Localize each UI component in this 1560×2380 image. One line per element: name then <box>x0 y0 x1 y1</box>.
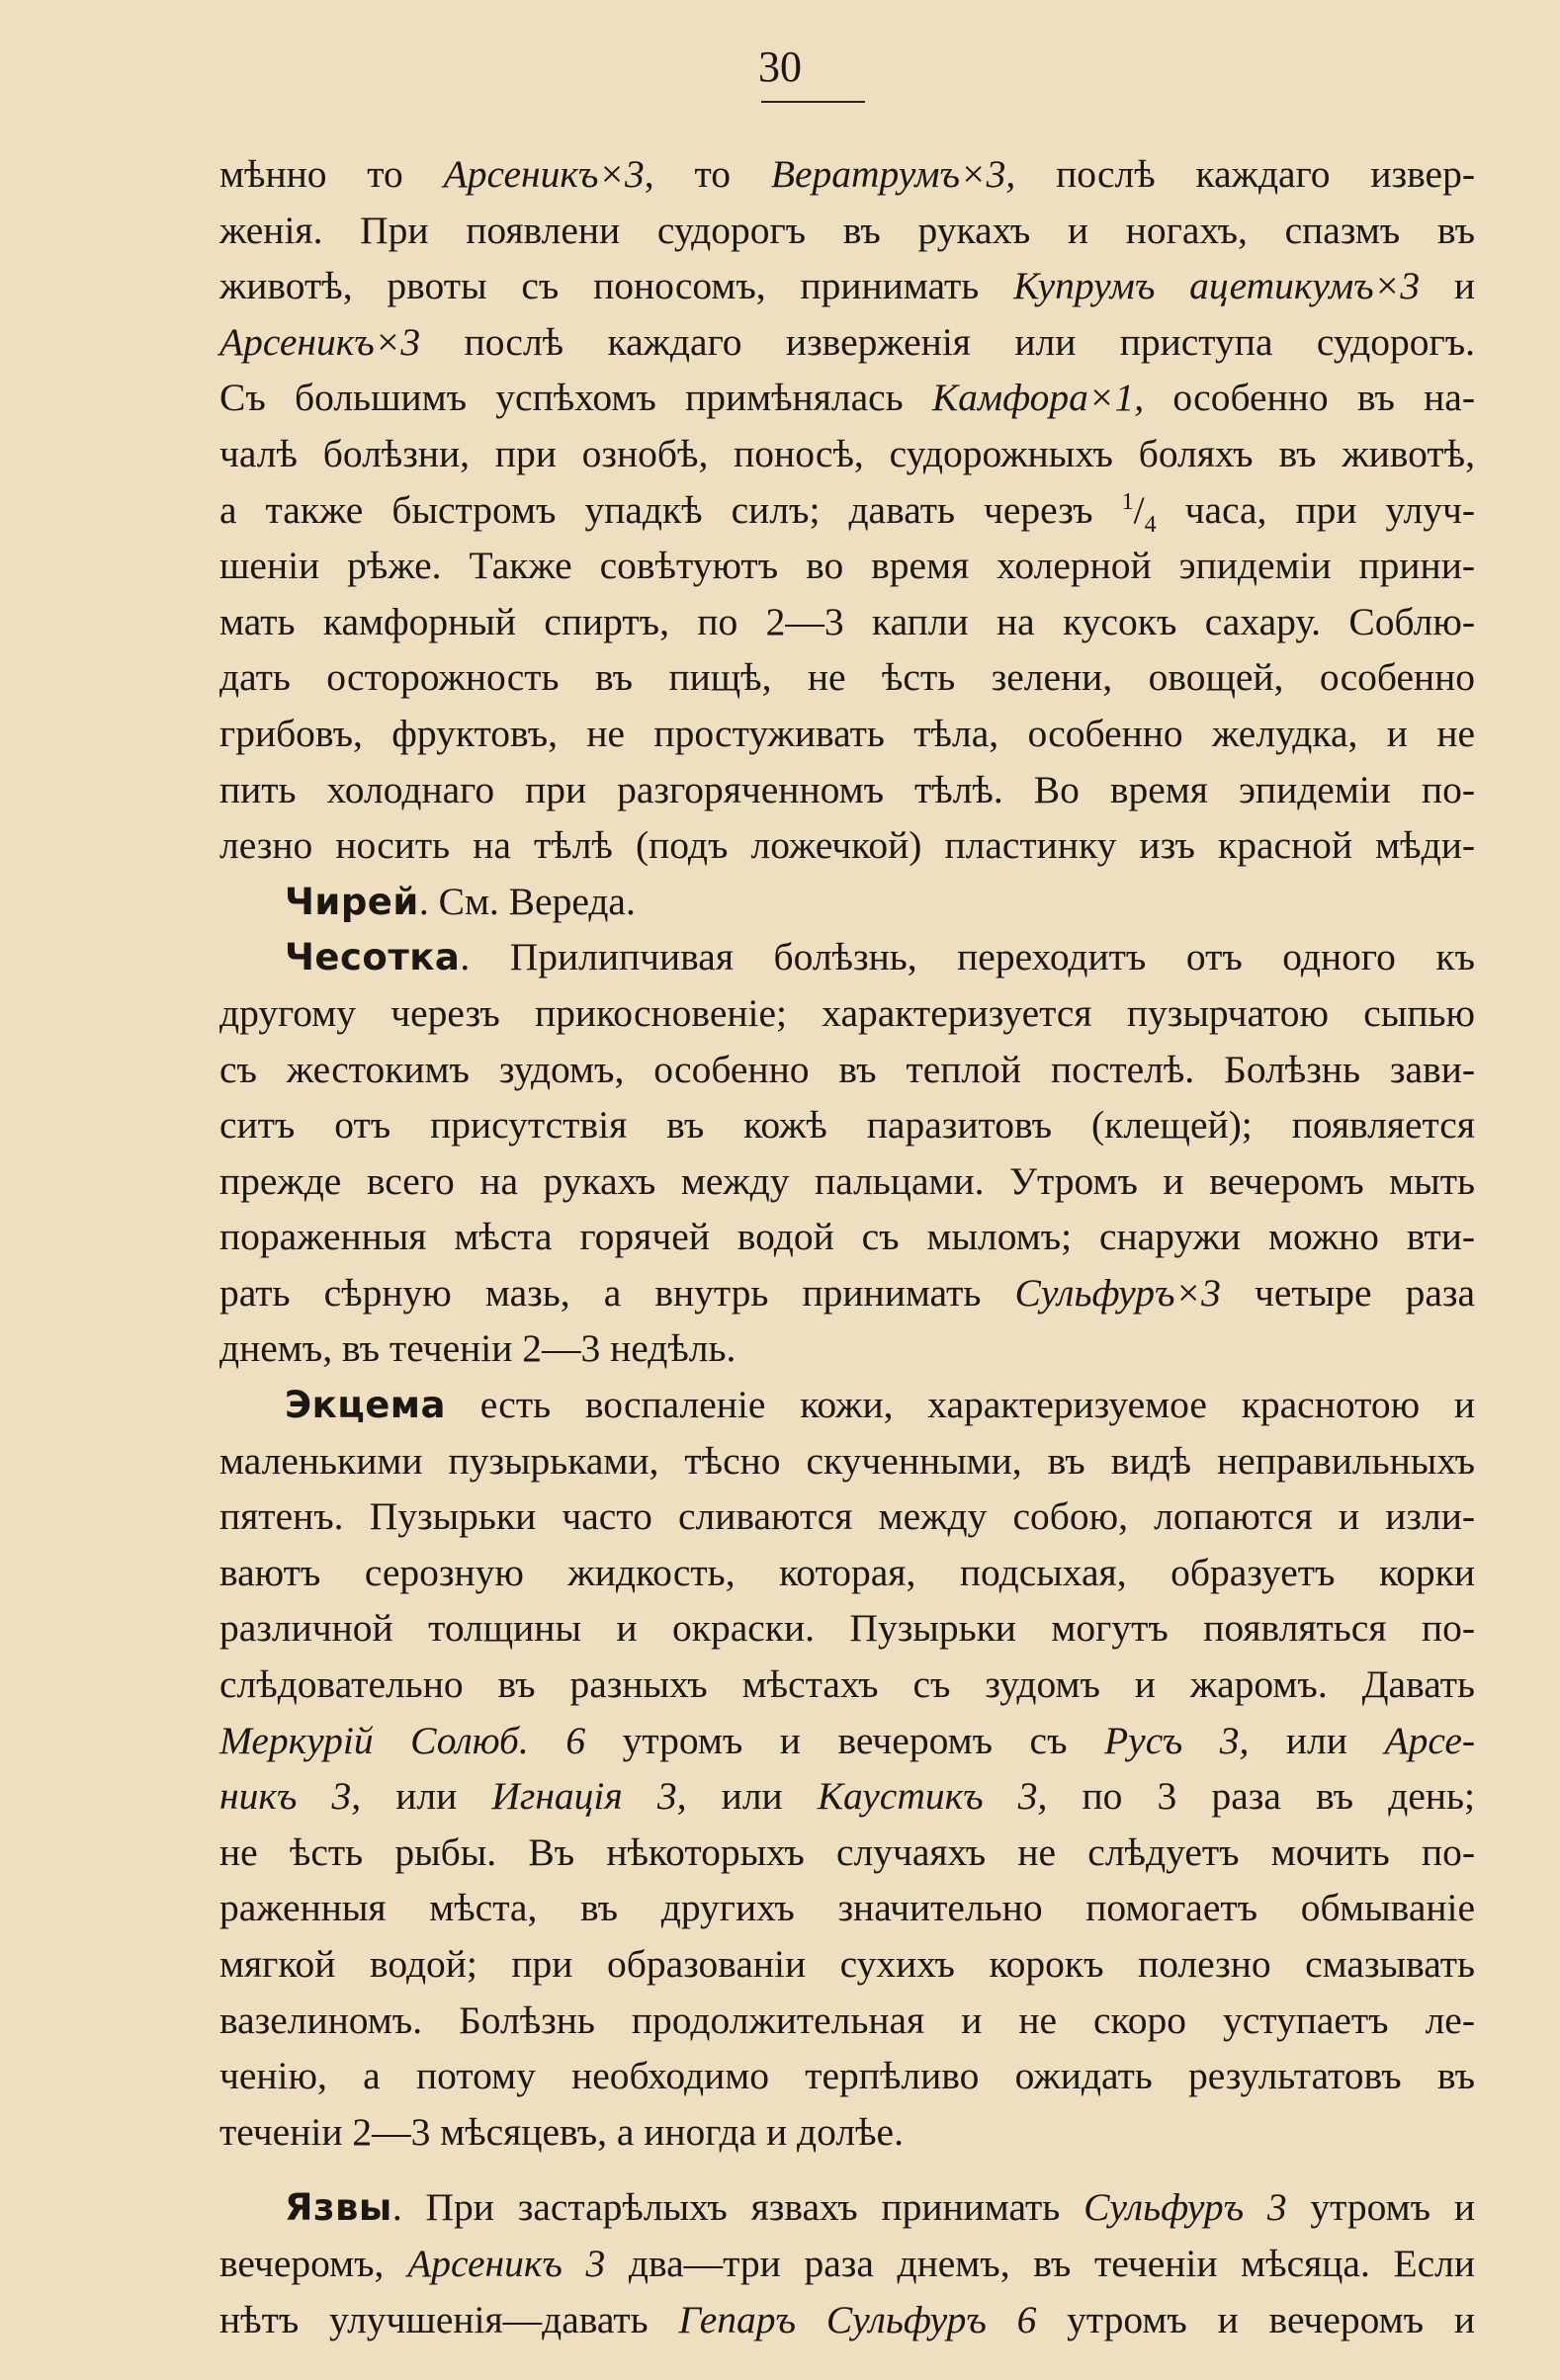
text-line <box>219 817 1475 874</box>
text-run: нѣтъ улучшенія—давать <box>219 2297 679 2341</box>
text-line <box>219 1880 1475 1936</box>
text-line <box>219 649 1475 706</box>
remedy-name: ×3 <box>598 152 645 196</box>
text-run: животѣ, рвоты съ поносомъ, принимать <box>219 264 1014 308</box>
remedy-name: ×1, <box>1087 376 1145 420</box>
remedy-name: Меркурій Солюб. 6 <box>219 1718 586 1762</box>
text-run: мягкой водой; при образованіи сухихъ корокъ полезно смазывать <box>219 1942 1475 1986</box>
text-line <box>219 1657 1475 1713</box>
text-run: другому черезъ прикосновеніе; характеризуется пузырчатою сыпью <box>219 990 1475 1035</box>
text-run: есть воспаленіе кожи, характеризуемое краснотою и <box>446 1383 1475 1427</box>
text-run: рать сѣрную мазь, а внутрь принимать <box>219 1270 1015 1315</box>
text-run: особенно въ на- <box>1144 376 1475 420</box>
text-run: , то <box>644 152 771 196</box>
remedy-name: ×3 <box>1174 1270 1221 1315</box>
text-run: а также быстромъ упадкѣ силъ; давать черезъ <box>219 487 1122 532</box>
text-run: грибовъ, фруктовъ, не простуживать тѣла, особенно желудка, и не <box>219 711 1475 755</box>
text-run: или <box>686 1774 818 1819</box>
text-run: мѣнно то <box>219 152 444 196</box>
text-line <box>219 1042 1475 1098</box>
text-run: чалѣ болѣзни, при ознобѣ, поносѣ, судорожныхъ боляхъ въ животѣ, <box>219 431 1475 475</box>
text-line <box>219 1825 1475 1881</box>
text-run: вечеромъ, <box>219 2241 408 2285</box>
remedy-name: Арсеникъ <box>219 319 375 364</box>
text-line <box>219 314 1475 371</box>
entry-term: Экцема <box>285 1384 446 1427</box>
text-run: слѣдовательно въ разныхъ мѣстахъ съ зудомъ и жаромъ. Давать <box>219 1662 1475 1707</box>
text-run: или <box>361 1774 492 1819</box>
text-run: не ѣсть рыбы. Въ нѣкоторыхъ случаяхъ не слѣдуетъ мочить по- <box>219 1829 1475 1874</box>
text-run: утромъ и вечеромъ съ <box>585 1718 1105 1762</box>
text-line <box>219 1713 1475 1769</box>
text-run: / <box>1133 487 1145 532</box>
text-line <box>219 203 1475 259</box>
remedy-name: Вератрумъ <box>770 152 961 196</box>
text-run: мать камфорный спиртъ, по 2—3 капли на кусокъ сахару. Соблю- <box>219 599 1475 643</box>
remedy-name: Каустикъ 3, <box>817 1774 1048 1819</box>
page-text <box>219 146 1475 2347</box>
text-line <box>219 426 1475 482</box>
entry-term: Язвы <box>285 2186 392 2230</box>
text-run: два—три раза днемъ, въ теченіи мѣсяца. Если <box>605 2241 1476 2285</box>
text-line <box>219 1265 1475 1321</box>
text-run: Съ большимъ успѣхомъ примѣнялась <box>219 376 932 420</box>
text-line <box>219 1433 1475 1489</box>
text-run: различной толщины и окраски. Пузырьки могутъ появляться по- <box>219 1606 1475 1651</box>
remedy-name: никъ 3, <box>219 1774 362 1819</box>
remedy-name: ×3 <box>1373 264 1421 308</box>
page-number-rule <box>761 101 865 103</box>
text-line <box>219 1600 1475 1657</box>
text-run: пить холоднаго при разгоряченномъ тѣлѣ. Во время эпидеміи по- <box>219 767 1475 811</box>
text-run: теченіи 2—3 мѣсяцевъ, а иногда и долѣе. <box>219 2109 904 2154</box>
remedy-name: ×3 <box>374 319 421 364</box>
paragraph-gap <box>219 2160 1475 2179</box>
text-run: дать осторожность въ пищѣ, не ѣсть зелени, овощей, особенно <box>219 655 1475 700</box>
text-run: ваютъ серозную жидкость, которая, подсыхая, образуетъ корки <box>219 1550 1475 1594</box>
entry-term: Чесотка <box>285 936 461 979</box>
text-line <box>219 2292 1475 2348</box>
remedy-name: Русъ 3, <box>1104 1718 1250 1762</box>
text-line <box>219 2236 1475 2292</box>
text-run: . См. Вереда. <box>418 879 636 923</box>
text-line <box>219 706 1475 762</box>
text-line <box>219 1209 1475 1265</box>
text-line <box>219 258 1475 314</box>
text-run: утромъ и <box>1286 2185 1475 2230</box>
text-run: . Прилипчивая болѣзнь, переходитъ отъ одного къ <box>460 935 1475 979</box>
remedy-name: Арсе- <box>1384 1718 1476 1762</box>
text-run: прежде всего на рукахъ между пальцами. Утромъ и вечеромъ мыть <box>219 1158 1475 1203</box>
text-line <box>219 1377 1475 1433</box>
text-line <box>219 1545 1475 1601</box>
text-line <box>219 2104 1475 2161</box>
page-number: 30 <box>758 42 802 91</box>
text-run: утромъ и вечеромъ и <box>1036 2297 1476 2341</box>
text-run: и <box>1420 264 1476 308</box>
remedy-name: Арсеникъ <box>443 152 599 196</box>
text-line <box>219 1320 1475 1377</box>
text-line <box>219 538 1475 594</box>
fraction-numerator: 1 <box>1121 488 1134 515</box>
text-run: . При застарѣлыхъ язвахъ принимать <box>391 2185 1084 2230</box>
text-line <box>219 985 1475 1042</box>
text-line <box>219 762 1475 818</box>
text-line <box>219 2048 1475 2104</box>
text-run: ченію, а потому необходимо терпѣливо ожидать результатовъ въ <box>219 2054 1475 2098</box>
remedy-name: Игнація 3, <box>491 1774 687 1819</box>
text-run: женія. При появлени судорогъ въ рукахъ и ногахъ, спазмъ въ <box>219 208 1475 252</box>
text-run: съ жестокимъ зудомъ, особенно въ теплой постелѣ. Болѣзнь зави- <box>219 1047 1475 1091</box>
text-run: лезно носить на тѣлѣ (подъ ложечкой) пластинку изъ красной мѣди- <box>219 823 1475 868</box>
text-run: пораженныя мѣста горячей водой съ мыломъ; снаружи можно вти- <box>219 1215 1475 1259</box>
text-run: раженныя мѣста, въ другихъ значительно помогаетъ обмываніе <box>219 1886 1475 1930</box>
text-line <box>219 370 1475 426</box>
text-line <box>219 929 1475 985</box>
remedy-name: Сульфуръ <box>1014 1270 1175 1315</box>
text-run: часа, при улуч- <box>1156 487 1475 532</box>
text-line <box>219 146 1475 203</box>
text-run: четыре раза <box>1220 1270 1476 1315</box>
entry-term: Чирей <box>285 880 419 923</box>
remedy-name: Камфора <box>931 376 1088 420</box>
text-run: пятенъ. Пузырьки часто сливаются между собою, лопаются и изли- <box>219 1494 1475 1539</box>
remedy-name: Арсеникъ 3 <box>407 2241 606 2285</box>
text-run: маленькими пузырьками, тѣсно скученными, въ видѣ неправильныхъ <box>219 1438 1475 1483</box>
text-line <box>219 1153 1475 1210</box>
remedy-name: Купрумъ ацетикумъ <box>1013 264 1374 308</box>
text-run: или <box>1249 1718 1385 1762</box>
text-run: ситъ отъ присутствія въ кожѣ паразитовъ (клещей); появляется <box>219 1103 1475 1148</box>
text-run: послѣ каждаго изверженія или приступа судорогъ. <box>420 319 1475 364</box>
text-run: послѣ каждаго извер- <box>1015 152 1475 196</box>
text-line <box>219 482 1475 539</box>
text-line <box>219 1936 1475 1993</box>
remedy-name: Гепаръ Сульфуръ 6 <box>678 2297 1037 2341</box>
text-line <box>219 594 1475 650</box>
text-line <box>219 2179 1475 2236</box>
text-line <box>219 1768 1475 1825</box>
fraction-denominator: 4 <box>1144 511 1157 538</box>
text-line <box>219 874 1475 930</box>
text-line <box>219 1488 1475 1545</box>
text-run: днемъ, въ теченіи 2—3 недѣль. <box>219 1326 737 1371</box>
text-run: по 3 раза въ день; <box>1047 1774 1476 1819</box>
remedy-name: Сульфуръ 3 <box>1083 2185 1287 2230</box>
text-run: шеніи рѣже. Также совѣтуютъ во время холерной эпидеміи прини- <box>219 544 1475 588</box>
text-run: вазелиномъ. Болѣзнь продолжительная и не скоро уступаетъ ле- <box>219 1998 1475 2042</box>
text-line <box>219 1993 1475 2049</box>
remedy-name: ×3, <box>960 152 1016 196</box>
text-line <box>219 1097 1475 1153</box>
